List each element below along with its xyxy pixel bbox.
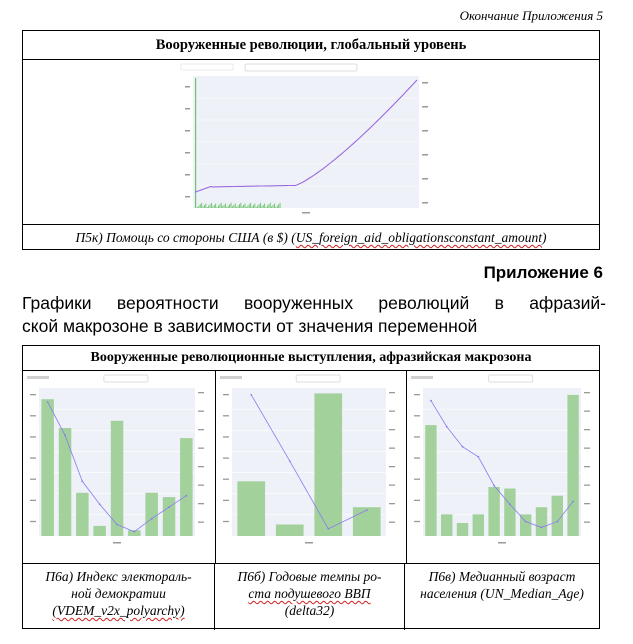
panel-prob-point xyxy=(185,495,187,497)
panel-prob-point xyxy=(493,485,495,487)
global-ytick xyxy=(185,108,190,110)
global-bar xyxy=(214,205,215,208)
global-bar xyxy=(197,207,198,208)
appendix-description xyxy=(22,292,606,338)
section-afrasian-box xyxy=(22,345,600,629)
global-bar xyxy=(245,204,246,209)
global-bar xyxy=(236,207,237,208)
panel-prob-point xyxy=(366,509,368,511)
global-bar xyxy=(231,203,232,208)
global-y2tick xyxy=(422,202,428,204)
global-bar xyxy=(250,203,251,208)
panel-bar xyxy=(111,421,124,536)
panel-ytick xyxy=(223,457,229,458)
global-bar xyxy=(218,206,219,208)
panel-c-chart xyxy=(409,374,599,560)
global-y2tick xyxy=(422,106,428,108)
panel-prob-point xyxy=(99,503,101,505)
global-bar xyxy=(212,206,213,208)
global-y2tick xyxy=(422,154,428,156)
panel-y2tick xyxy=(584,522,590,523)
global-bar xyxy=(277,206,278,208)
panel-ytick xyxy=(414,500,420,501)
global-bar xyxy=(260,203,261,208)
global-bar xyxy=(219,204,220,208)
global-bar xyxy=(249,204,250,208)
panel-xlabel-mark xyxy=(498,542,506,544)
global-spike-bar xyxy=(195,78,196,208)
panel-y2tick xyxy=(389,503,395,504)
panel-c-chart-cell xyxy=(407,371,599,563)
panel-prob-point xyxy=(289,460,291,462)
panel-variable-dropdown xyxy=(489,375,533,382)
global-bar xyxy=(201,203,202,208)
global-bar xyxy=(271,206,272,208)
panel-prob-point xyxy=(116,524,118,526)
panel-y2tick xyxy=(584,466,590,467)
section-global-caption: П5к) Помощь со стороны США (в $) (US_foreign_aid_obligationsconstant_amount) xyxy=(75,230,547,245)
global-bar xyxy=(263,205,264,208)
panel-ytick xyxy=(30,457,36,458)
panel-ytick xyxy=(414,394,420,395)
panel-prob-point xyxy=(81,480,83,482)
panel-bar xyxy=(441,514,452,536)
panel-prob-point xyxy=(462,446,464,448)
global-bar xyxy=(226,207,227,208)
global-bar xyxy=(264,204,265,209)
global-ytick xyxy=(185,152,190,154)
panel-y2tick xyxy=(198,503,204,504)
global-ytick xyxy=(185,174,190,176)
panel-toolbar xyxy=(27,376,49,379)
global-bar xyxy=(246,207,247,208)
panel-ytick xyxy=(223,415,229,416)
panel-y2tick xyxy=(198,429,204,430)
global-bar xyxy=(243,205,244,208)
panel-bar xyxy=(425,425,436,536)
panel-y2tick xyxy=(584,503,590,504)
panel-bar xyxy=(504,489,515,537)
panel-ytick xyxy=(30,500,36,501)
global-bar xyxy=(198,206,199,208)
global-chart-area xyxy=(23,60,599,225)
panel-ytick xyxy=(30,415,36,416)
panel-ytick xyxy=(223,521,229,522)
panel-bar xyxy=(180,438,193,536)
panel-y2tick xyxy=(584,392,590,393)
panel-bar xyxy=(145,493,158,536)
global-ytick xyxy=(185,86,190,88)
appendix-continuation-caption: Окончание Приложения 5 xyxy=(459,8,603,23)
panel-ytick xyxy=(414,415,420,416)
global-bar xyxy=(225,204,226,209)
panel-bar xyxy=(314,393,342,536)
global-bar xyxy=(215,204,216,209)
global-bar xyxy=(270,203,271,208)
global-bar xyxy=(205,204,206,209)
global-variable-dropdown xyxy=(245,64,357,71)
global-bar xyxy=(238,206,239,208)
panel-y2tick xyxy=(198,392,204,393)
panel-prob-point xyxy=(250,394,252,396)
panel-ytick xyxy=(223,500,229,501)
panel-bar xyxy=(237,481,265,536)
panel-a-chart-cell xyxy=(23,371,216,563)
global-bar xyxy=(275,207,276,208)
panel-bar xyxy=(567,395,578,536)
global-bar xyxy=(267,206,268,208)
panel-variable-dropdown xyxy=(296,375,340,382)
global-bar xyxy=(280,203,281,208)
panel-prob-point xyxy=(168,506,170,508)
panel-bar xyxy=(473,514,484,536)
paragraph-line-1: Графики вероятности вооруженных революций в афразий- xyxy=(22,293,606,313)
panel-toolbar xyxy=(220,376,242,379)
panel-prob-point xyxy=(477,456,479,458)
global-bar xyxy=(233,205,234,208)
panel-y2tick xyxy=(198,485,204,486)
panel-y2tick xyxy=(584,448,590,449)
global-bar xyxy=(254,204,255,209)
panel-y2tick xyxy=(198,522,204,523)
panel-ytick xyxy=(30,436,36,437)
global-bar xyxy=(235,204,236,209)
panel-bar xyxy=(457,523,468,536)
global-bar xyxy=(232,206,233,208)
global-bar xyxy=(224,205,225,208)
global-bar xyxy=(273,205,274,208)
panel-a-chart xyxy=(25,374,213,560)
panel-prob-point xyxy=(47,401,49,403)
global-bar xyxy=(268,204,269,208)
panel-y2tick xyxy=(584,429,590,430)
global-ytick xyxy=(185,130,190,132)
panel-prob-point xyxy=(133,531,135,533)
panel-y2tick xyxy=(389,411,395,412)
panel-b-chart-cell xyxy=(216,371,407,563)
global-bar xyxy=(200,204,201,208)
panel-ytick xyxy=(414,457,420,458)
panel-ytick xyxy=(223,394,229,395)
panel-bar xyxy=(353,507,381,536)
panel-ytick xyxy=(30,479,36,480)
global-bar xyxy=(274,204,275,209)
panel-b-chart xyxy=(218,374,404,560)
panel-bar xyxy=(536,507,547,536)
panel-variable-dropdown xyxy=(104,375,148,382)
global-bar xyxy=(266,207,267,208)
panel-y2tick xyxy=(389,392,395,393)
global-bar xyxy=(221,203,222,208)
panel-prob-point xyxy=(151,518,153,520)
global-bar xyxy=(259,204,260,208)
global-y2tick xyxy=(422,82,428,84)
panel-bar xyxy=(163,497,176,536)
panel-bar xyxy=(76,493,89,536)
global-bar xyxy=(208,206,209,208)
panel-ytick xyxy=(223,436,229,437)
panel-prob-point xyxy=(446,426,448,428)
panel-b-caption: П6б) Годовые темпы ро- ста подушевого ВВП (delta32) xyxy=(215,564,405,630)
panel-prob-point xyxy=(556,521,558,523)
panel-c-caption: П6в) Медианный возраст населения (UN_Median_Age) xyxy=(420,569,584,601)
global-bar xyxy=(217,207,218,208)
paragraph-line-2: ской макрозоне в зависимости от значения переменной xyxy=(22,316,478,336)
captions-row xyxy=(23,564,599,630)
panel-y2tick xyxy=(389,429,395,430)
panel-y2tick xyxy=(198,411,204,412)
panel-y2tick xyxy=(389,448,395,449)
panel-y2tick xyxy=(389,466,395,467)
panel-y2tick xyxy=(584,411,590,412)
panel-y2tick xyxy=(584,485,590,486)
panel-y2tick xyxy=(198,466,204,467)
panel-y2tick xyxy=(198,448,204,449)
section-global-box xyxy=(22,30,600,250)
panels-row xyxy=(23,371,599,564)
global-bar xyxy=(207,207,208,208)
section-afrasian-title: Вооруженные революционные выступления, афразийская макрозона xyxy=(23,346,599,371)
global-bar xyxy=(203,206,204,208)
global-y2tick xyxy=(422,130,428,132)
panel-prob-point xyxy=(64,434,66,436)
global-bar xyxy=(204,205,205,208)
global-bar xyxy=(257,206,258,208)
global-bar xyxy=(210,204,211,208)
panel-prob-point xyxy=(541,527,543,529)
global-toolbar xyxy=(181,64,233,70)
panel-a-caption: П6а) Индекс электораль- ной демократии (VDEM_v2x_polyarchy) xyxy=(23,564,215,630)
panel-prob-point xyxy=(572,501,574,503)
panel-ytick xyxy=(414,521,420,522)
panel-y2tick xyxy=(389,522,395,523)
global-xlabel-mark xyxy=(302,212,310,214)
panel-ytick xyxy=(30,521,36,522)
appendix-heading: Приложение 6 xyxy=(483,263,603,282)
panel-ytick xyxy=(414,479,420,480)
panel-prob-point xyxy=(327,528,329,530)
global-bar xyxy=(261,206,262,208)
global-bar xyxy=(239,204,240,208)
global-bar xyxy=(256,207,257,208)
global-bar xyxy=(222,206,223,208)
panel-prob-point xyxy=(430,400,432,402)
global-bar xyxy=(253,205,254,208)
panel-xlabel-mark xyxy=(305,542,313,544)
global-bar xyxy=(240,203,241,208)
section-global-title: Вооруженные революции, глобальный уровень xyxy=(23,31,599,60)
global-bar xyxy=(228,206,229,208)
panel-bar xyxy=(93,526,106,536)
panel-ytick xyxy=(30,394,36,395)
global-ytick xyxy=(185,196,190,198)
global-bar xyxy=(229,204,230,208)
panel-bar xyxy=(41,399,54,536)
panel-y2tick xyxy=(389,485,395,486)
panel-ytick xyxy=(223,479,229,480)
global-bar xyxy=(247,206,248,208)
global-bar xyxy=(242,206,243,208)
panel-bar xyxy=(276,525,304,537)
panel-xlabel-mark xyxy=(113,542,121,544)
panel-prob-point xyxy=(509,503,511,505)
panel-prob-point xyxy=(525,521,527,523)
global-y2tick xyxy=(422,178,428,180)
global-chart xyxy=(173,62,443,222)
global-bar xyxy=(278,204,279,208)
panel-bar xyxy=(59,428,72,536)
panel-bar xyxy=(488,487,499,536)
panel-ytick xyxy=(414,436,420,437)
global-bar xyxy=(211,203,212,208)
global-bar xyxy=(252,206,253,208)
panel-toolbar xyxy=(411,376,433,379)
